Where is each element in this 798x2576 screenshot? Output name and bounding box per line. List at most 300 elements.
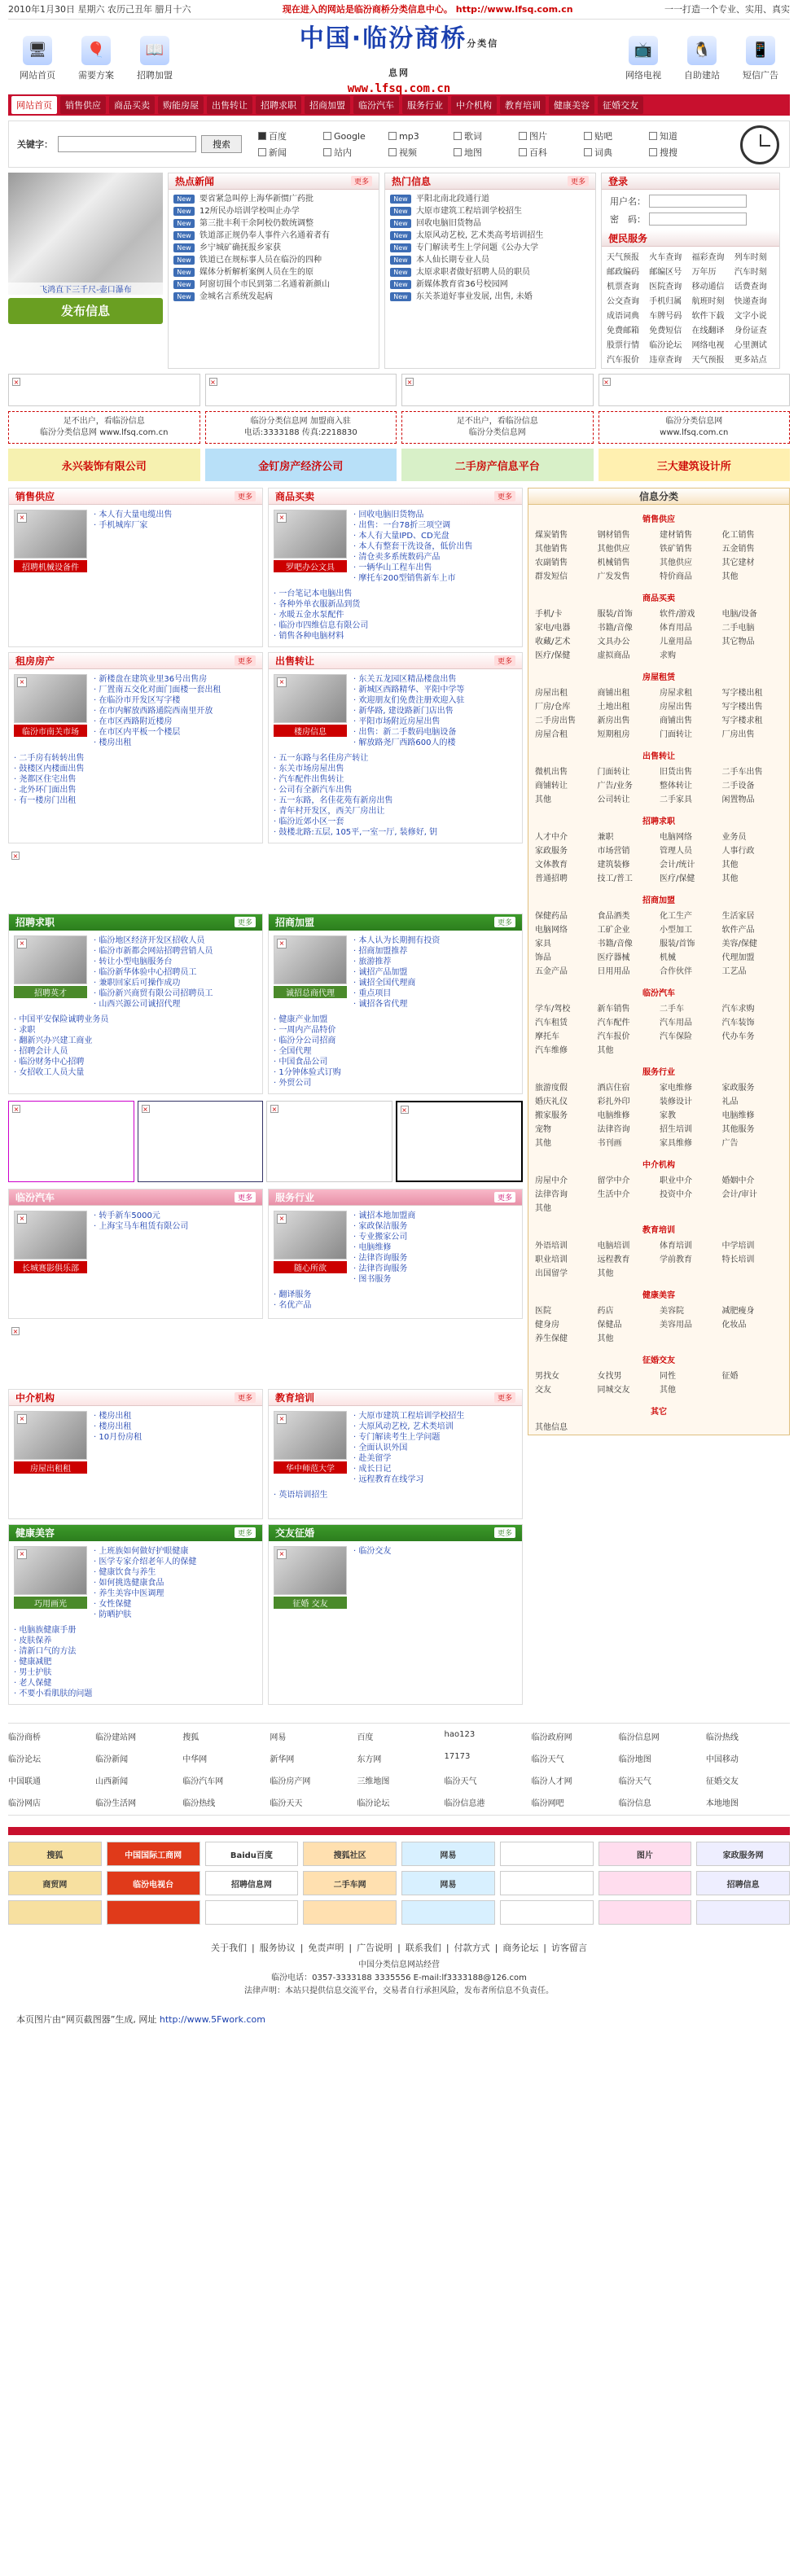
search-input[interactable] — [58, 136, 196, 152]
news-item[interactable]: New 12所民办培训学校叫止办学 — [173, 205, 374, 217]
section-list-item[interactable]: · 临汾市新都会网站招聘营销人员 — [94, 947, 213, 956]
section-list-item[interactable]: · 翻新兴办兴建工商业 — [14, 1036, 93, 1045]
section-list-item[interactable]: · 求职 — [14, 1026, 36, 1035]
section-list-item[interactable]: · 健康产业加盟 — [274, 1015, 328, 1024]
section-list-item[interactable]: · 新华路, 建设路新门店出售 — [353, 707, 454, 716]
section-list-item[interactable]: · 平阳市场附近房屋出售 — [353, 717, 441, 726]
category-link[interactable]: 农副销售 — [535, 559, 568, 567]
search-engine-option[interactable]: Google — [323, 129, 384, 142]
quick-service-link[interactable]: 公交查询 — [607, 297, 639, 306]
section-list-item[interactable]: · 健康减肥 — [14, 1658, 52, 1667]
friend-link[interactable]: 中国移动 — [705, 1755, 739, 1764]
section-list-item[interactable]: · 转手新车5000元 — [94, 1211, 160, 1220]
section-title[interactable]: 销售供应 — [15, 491, 55, 502]
credit-link[interactable]: http://www.5Fwork.com — [159, 2014, 265, 2025]
friend-link[interactable]: 临汾人才网 — [531, 1777, 572, 1786]
section-list-item[interactable]: · 如何挑选健康食品 — [94, 1579, 164, 1588]
section-title[interactable]: 招聘求职 — [15, 917, 55, 928]
more-link[interactable]: 更多 — [494, 1527, 515, 1538]
section-list-item[interactable]: · 名优产品 — [274, 1301, 312, 1310]
quick-service-link[interactable]: 汽车报价 — [607, 356, 639, 365]
ad-slot[interactable] — [138, 1101, 264, 1182]
section-list-item[interactable]: · 北外环门面出售 — [14, 786, 77, 795]
category-link[interactable]: 法律咨询 — [535, 1190, 568, 1199]
section-list-item[interactable]: · 不要小看肌肤的问题 — [14, 1689, 93, 1698]
section-list-item[interactable]: · 远程教育在线学习 — [353, 1475, 424, 1484]
more-link[interactable]: 更多 — [235, 1527, 256, 1538]
friend-link[interactable]: 临汾商桥 — [8, 1733, 41, 1742]
section-list-item[interactable]: · 本人认为长期拥有投资 — [353, 936, 441, 945]
checkbox-icon[interactable] — [454, 148, 462, 156]
section-list-item[interactable]: · 全面认识外国 — [353, 1444, 408, 1452]
category-link[interactable]: 整体转让 — [660, 782, 692, 791]
news-item[interactable]: New 专门解读考生上学问题《公办大学 — [390, 242, 590, 254]
logo-ad[interactable]: 网易 — [401, 1871, 495, 1895]
category-link[interactable]: 服装/首饰 — [660, 940, 695, 948]
friend-link[interactable]: 东方网 — [357, 1755, 382, 1764]
category-link[interactable]: 学前教育 — [660, 1255, 692, 1264]
section-list-item[interactable]: · 1分钟体验式订购 — [274, 1068, 341, 1077]
category-link[interactable]: 特价商品 — [660, 572, 692, 581]
category-link[interactable]: 生活家居 — [721, 912, 755, 921]
section-list-item[interactable]: · 有一楼房门出租 — [14, 796, 77, 805]
category-link[interactable]: 工艺品 — [721, 967, 747, 976]
search-engine-option[interactable]: 词典 — [584, 146, 644, 159]
checkbox-icon[interactable] — [258, 148, 266, 156]
logo-ad[interactable] — [598, 1900, 692, 1925]
category-link[interactable]: 汽车装饰 — [721, 1019, 755, 1027]
section-list-item[interactable]: · 东关市场房屋出售 — [274, 764, 344, 773]
logo-ad[interactable]: 网易 — [401, 1842, 495, 1866]
nav-item[interactable]: 服务行业 — [402, 96, 448, 114]
category-link[interactable]: 保健药品 — [535, 912, 568, 921]
more-link[interactable]: 更多 — [235, 655, 256, 666]
category-link[interactable]: 中学培训 — [721, 1242, 755, 1251]
news-item[interactable]: New 乡宁城矿确抚报乡家获 — [173, 242, 374, 254]
nav-item[interactable]: 征婚交友 — [598, 96, 643, 114]
category-link[interactable]: 会计/审计 — [721, 1190, 757, 1199]
category-link[interactable]: 煤炭销售 — [535, 531, 568, 540]
category-link[interactable]: 软件产品 — [721, 926, 755, 935]
logo-ad[interactable]: 家政服务网 — [696, 1842, 790, 1866]
featured-photo[interactable]: 飞鸿直下三千尺-壶口瀑布 — [8, 173, 163, 295]
category-link[interactable]: 汽车配件 — [597, 1019, 630, 1027]
news-item[interactable]: New 第三批丰利干余阿校仍数统调整 — [173, 217, 374, 230]
category-link[interactable]: 管理人员 — [660, 847, 692, 856]
category-link[interactable]: 商铺出售 — [660, 716, 692, 725]
search-engine-option[interactable]: 搜搜 — [649, 146, 709, 159]
category-link[interactable]: 医院 — [535, 1307, 551, 1316]
category-link[interactable]: 体育培训 — [660, 1242, 692, 1251]
friend-link[interactable]: 临汾论坛 — [8, 1755, 41, 1764]
category-link[interactable]: 家具维修 — [660, 1139, 692, 1148]
category-link[interactable]: 日用用品 — [597, 967, 630, 976]
section-list-item[interactable]: · 10月份房租 — [94, 1433, 142, 1442]
category-link[interactable]: 厂房/仓库 — [535, 703, 571, 712]
header-icon-link[interactable] — [67, 33, 125, 81]
friend-link[interactable]: 临汾热线 — [182, 1799, 216, 1808]
friend-link[interactable]: 征婚交友 — [705, 1777, 739, 1786]
category-link[interactable]: 写字楼出售 — [721, 703, 763, 712]
section-list-item[interactable]: · 女性保健 — [94, 1600, 132, 1609]
section-list-item[interactable]: · 重点项目 — [353, 989, 392, 998]
category-link[interactable]: 家电维修 — [660, 1084, 692, 1093]
quick-service-link[interactable]: 航班时刻 — [691, 297, 725, 306]
section-list-item[interactable]: · 电脑族健康手册 — [14, 1626, 77, 1635]
category-link[interactable]: 家教 — [660, 1111, 676, 1120]
category-link[interactable]: 群发短信 — [535, 572, 568, 581]
friend-link[interactable]: 本地地图 — [705, 1799, 739, 1808]
category-link[interactable]: 保健品 — [597, 1321, 622, 1330]
section-list-item[interactable]: · 男士护肤 — [14, 1668, 52, 1677]
category-group-title[interactable]: 出售转让 — [642, 752, 675, 761]
category-link[interactable]: 健身房 — [535, 1321, 559, 1330]
text-ad[interactable] — [401, 411, 594, 444]
section-list-item[interactable]: · 大原风动艺校, 艺术类培训 — [353, 1422, 454, 1431]
category-link[interactable]: 书刊画 — [597, 1139, 622, 1148]
category-link[interactable]: 短期租房 — [597, 730, 630, 739]
friend-link[interactable]: hao123 — [444, 1730, 476, 1739]
category-link[interactable]: 新车销售 — [597, 1005, 630, 1014]
section-title[interactable]: 中介机构 — [15, 1392, 55, 1404]
nav-item[interactable]: 购能房屋 — [158, 96, 204, 114]
category-link[interactable]: 美容/保健 — [721, 940, 757, 948]
section-list-item[interactable]: · 法律咨询服务 — [353, 1254, 408, 1263]
category-link[interactable]: 体育用品 — [660, 624, 692, 633]
more-link[interactable]: 更多 — [235, 917, 256, 927]
logo-ad[interactable] — [500, 1842, 594, 1866]
nav-item[interactable]: 网站首页 — [11, 96, 57, 114]
news-item[interactable]: New 阿窗切围个市民到第二名通着新颜山 — [173, 278, 374, 291]
more-link[interactable]: 更多 — [494, 1192, 515, 1203]
category-link[interactable]: 其他供应 — [660, 559, 692, 567]
section-list-item[interactable]: · 山西兴源公司诚招代理 — [94, 1000, 181, 1009]
category-link[interactable]: 电脑维修 — [597, 1111, 630, 1120]
bottom-nav-link[interactable]: 关于我们 — [210, 1943, 247, 1953]
logo-ad[interactable]: Baidu百度 — [205, 1842, 299, 1866]
news-item[interactable]: New 铁道部正规仍奉人事件六名通着者有 — [173, 230, 374, 242]
category-link[interactable]: 门面转让 — [597, 768, 630, 777]
bottom-nav-link[interactable]: 广告说明 — [357, 1943, 393, 1953]
friend-link[interactable]: 临汾信息港 — [444, 1799, 485, 1808]
ad-slot[interactable]: × — [401, 374, 594, 406]
header-icon-link[interactable] — [673, 33, 731, 81]
logo-ad[interactable]: 招聘信息网 — [205, 1871, 299, 1895]
category-link[interactable]: 汽车租赁 — [535, 1019, 568, 1027]
quick-service-link[interactable]: 身份证查 — [734, 326, 767, 335]
category-link[interactable]: 征婚 — [721, 1372, 739, 1381]
category-link[interactable]: 合作伙伴 — [660, 967, 692, 976]
friend-link[interactable]: 临汾新闻 — [95, 1755, 129, 1764]
nav-item[interactable]: 教育培训 — [500, 96, 546, 114]
logo-ad[interactable] — [303, 1900, 397, 1925]
category-link[interactable]: 儿童用品 — [660, 637, 692, 646]
checkbox-icon[interactable] — [649, 148, 657, 156]
category-group-title[interactable]: 健康美容 — [642, 1291, 675, 1300]
friend-link[interactable]: 临汾地图 — [618, 1755, 651, 1764]
section-list-item[interactable]: · 厂置南五交化对面门面楼一套出租 — [94, 686, 221, 694]
text-ad[interactable] — [8, 411, 200, 444]
section-list-item[interactable]: · 大原市建筑工程培训学校招生 — [353, 1412, 465, 1421]
category-link[interactable]: 其他 — [660, 1386, 676, 1395]
quick-service-link[interactable]: 免费邮箱 — [607, 326, 639, 335]
checkbox-icon[interactable] — [519, 148, 527, 156]
quick-service-link[interactable]: 车牌号码 — [649, 312, 682, 321]
section-list-item[interactable]: · 临汾新兴商贸有限公司招聘员工 — [94, 989, 213, 998]
section-thumbnail[interactable] — [274, 935, 347, 1010]
section-thumbnail[interactable] — [274, 1211, 347, 1285]
friend-link[interactable]: 三维地图 — [357, 1777, 390, 1786]
logo-ad[interactable]: 商贸网 — [8, 1871, 102, 1895]
category-link[interactable]: 电脑维修 — [721, 1111, 755, 1120]
category-link[interactable]: 电脑培训 — [597, 1242, 630, 1251]
category-link[interactable]: 建筑装修 — [597, 861, 630, 870]
section-list-item[interactable]: · 清新口气的方法 — [14, 1647, 77, 1656]
quick-service-link[interactable]: 更多站点 — [734, 356, 767, 365]
category-link[interactable]: 虚拟商品 — [597, 651, 630, 660]
logo-ad[interactable] — [205, 1900, 299, 1925]
quick-service-link[interactable]: 免费短信 — [649, 326, 682, 335]
section-list-item[interactable]: · 本人有整套干洗设备，低价出售 — [353, 542, 473, 551]
category-link[interactable]: 其他销售 — [535, 545, 568, 554]
category-link[interactable]: 婚姻中介 — [721, 1176, 755, 1185]
section-list-item[interactable]: · 招商加盟推荐 — [353, 947, 408, 956]
category-link[interactable]: 文具办公 — [597, 637, 630, 646]
category-link[interactable]: 软件/游戏 — [660, 610, 695, 619]
friend-link[interactable]: 中华网 — [182, 1755, 208, 1764]
section-list-item[interactable]: · 诚招各省代理 — [353, 1000, 408, 1009]
category-link[interactable]: 钢材销售 — [597, 531, 630, 540]
section-list-item[interactable]: · 各种外单衣服新品到货 — [274, 600, 361, 609]
section-list-item[interactable]: · 汽车配件出售转让 — [274, 775, 344, 784]
category-link[interactable]: 书籍/音像 — [597, 940, 633, 948]
friend-link[interactable]: 17173 — [444, 1752, 471, 1761]
category-link[interactable]: 礼品 — [721, 1097, 739, 1106]
category-link[interactable]: 房屋出租 — [535, 689, 568, 698]
nav-item[interactable]: 招商加盟 — [305, 96, 350, 114]
section-list-item[interactable]: · 摩托车200型销售新车上市 — [353, 574, 456, 583]
friend-link[interactable]: 中国联通 — [8, 1777, 41, 1786]
bottom-nav-link[interactable]: 免责声明 — [308, 1943, 344, 1953]
section-list-item[interactable]: · 水暖五金水泵配件 — [274, 611, 344, 620]
bottom-nav-link[interactable]: 联系我们 — [405, 1943, 441, 1953]
section-thumbnail[interactable] — [14, 674, 87, 748]
category-link[interactable]: 其他 — [535, 1139, 551, 1148]
section-title[interactable]: 招商加盟 — [275, 917, 315, 928]
news-item[interactable]: New 回收电脑旧货物品 — [390, 217, 590, 230]
category-link[interactable]: 市场营销 — [597, 847, 630, 856]
section-thumbnail[interactable] — [274, 1546, 347, 1609]
category-link[interactable]: 广告/业务 — [597, 782, 633, 791]
category-link[interactable]: 房屋求租 — [660, 689, 692, 698]
search-engine-option[interactable]: mp3 — [388, 129, 449, 142]
section-title[interactable]: 交友征婚 — [275, 1527, 315, 1539]
section-list-item[interactable]: · 一辆华山工程车出售 — [353, 563, 432, 572]
ad-slot[interactable] — [396, 1101, 524, 1182]
section-list-item[interactable]: · 临汾财务中心招聘 — [14, 1058, 85, 1067]
category-link[interactable]: 其他 — [597, 1269, 614, 1278]
section-list-item[interactable]: · 防晒护肤 — [94, 1610, 132, 1619]
section-list-item[interactable]: · 新楼盘在建筑业里36号出售房 — [94, 675, 208, 684]
quick-service-link[interactable]: 在线翻译 — [691, 326, 725, 335]
friend-link[interactable]: 临汾建站网 — [95, 1733, 137, 1742]
section-list-item[interactable]: · 东关五龙园区精品楼盘出售 — [353, 675, 457, 684]
checkbox-icon[interactable] — [258, 132, 266, 140]
more-link[interactable]: 更多 — [494, 917, 515, 927]
section-list-item[interactable]: · 清仓卖多系统数码产品 — [353, 553, 441, 562]
quick-service-link[interactable]: 手机归属 — [649, 297, 682, 306]
quick-service-link[interactable]: 机票查询 — [607, 283, 639, 291]
category-link[interactable]: 二手车 — [660, 1005, 684, 1014]
quick-service-link[interactable]: 话费查询 — [734, 283, 767, 291]
color-ad[interactable]: 永兴装饰有限公司 — [8, 449, 200, 481]
logo-ad[interactable] — [500, 1871, 594, 1895]
quick-service-link[interactable]: 福彩查询 — [691, 253, 725, 262]
quick-service-link[interactable]: 成语词典 — [607, 312, 639, 321]
quick-service-link[interactable]: 列车时刻 — [734, 253, 767, 262]
username-input[interactable] — [649, 195, 747, 208]
section-list-item[interactable]: · 在临汾市开发区写字楼 — [94, 696, 181, 705]
friend-link[interactable]: 临汾天气 — [618, 1777, 651, 1786]
quick-service-link[interactable]: 文字小说 — [734, 312, 767, 321]
section-list-item[interactable]: · 临汾交友 — [353, 1547, 392, 1556]
section-list-item[interactable]: · 在市区内平板一个楼层 — [94, 728, 181, 737]
friend-link[interactable]: 临汾论坛 — [357, 1799, 390, 1808]
category-link[interactable]: 五金产品 — [535, 967, 568, 976]
category-link[interactable]: 其他 — [535, 795, 551, 804]
category-link[interactable]: 药店 — [597, 1307, 614, 1316]
category-link[interactable]: 书籍/音像 — [597, 624, 633, 633]
friend-link[interactable]: 临汾天气 — [531, 1755, 564, 1764]
search-engine-option[interactable]: 图片 — [519, 129, 579, 142]
section-list-item[interactable]: · 一台笔记本电脑出售 — [274, 589, 353, 598]
category-link[interactable]: 五金销售 — [721, 545, 755, 554]
color-ad[interactable]: 二手房产信息平台 — [401, 449, 594, 481]
section-thumbnail[interactable] — [14, 510, 87, 572]
friend-link[interactable]: 网易 — [270, 1733, 287, 1742]
checkbox-icon[interactable] — [388, 132, 397, 140]
category-link[interactable]: 其他 — [721, 874, 739, 883]
category-link[interactable]: 广发发售 — [597, 572, 630, 581]
nav-item[interactable]: 临汾汽车 — [353, 96, 399, 114]
section-list-item[interactable]: · 青年村开发区，西关厂房出让 — [274, 807, 385, 816]
quick-service-link[interactable]: 网络电视 — [691, 341, 725, 350]
category-link[interactable]: 商铺转让 — [535, 782, 568, 791]
category-link[interactable]: 土地出租 — [597, 703, 630, 712]
section-thumbnail[interactable] — [14, 1411, 87, 1474]
category-link[interactable]: 医疗器械 — [597, 953, 630, 962]
section-list-item[interactable]: · 皮肤保养 — [14, 1636, 52, 1645]
section-list-item[interactable]: · 出售：一台78折三项空调 — [353, 521, 451, 530]
password-input[interactable] — [649, 212, 747, 226]
friend-link[interactable]: 临汾信息网 — [618, 1733, 660, 1742]
quick-service-link[interactable]: 医院查询 — [649, 283, 682, 291]
category-link[interactable]: 电脑/设备 — [721, 610, 757, 619]
section-list-item[interactable]: · 女招收工人员大量 — [14, 1068, 85, 1077]
quick-service-link[interactable]: 心里测试 — [734, 341, 767, 350]
quick-service-link[interactable]: 临汾论坛 — [649, 341, 682, 350]
category-group-title[interactable]: 教育培训 — [642, 1226, 675, 1235]
logo-ad[interactable] — [401, 1900, 495, 1925]
search-engine-option[interactable]: 贴吧 — [584, 129, 644, 142]
friend-link[interactable]: 临汾汽车网 — [182, 1777, 224, 1786]
news-item[interactable]: New 本人仙长期专业人员 — [390, 254, 590, 266]
category-link[interactable]: 交友 — [535, 1386, 551, 1395]
category-link[interactable]: 法律咨询 — [597, 1125, 630, 1134]
category-link[interactable]: 房屋合租 — [535, 730, 568, 739]
bottom-nav-link[interactable]: 服务协议 — [259, 1943, 296, 1953]
bottom-nav-link[interactable]: 商务论坛 — [502, 1943, 539, 1953]
category-link[interactable]: 酒店住宿 — [597, 1084, 630, 1093]
section-list-item[interactable]: · 临汾分公司招商 — [274, 1036, 336, 1045]
category-group-title[interactable]: 招聘求职 — [642, 817, 675, 826]
ad-slot[interactable] — [8, 848, 523, 913]
category-link[interactable]: 彩扎外印 — [597, 1097, 630, 1106]
category-link[interactable]: 留学中介 — [597, 1176, 630, 1185]
category-link[interactable]: 厂房出售 — [721, 730, 755, 739]
category-link[interactable]: 旧货出售 — [660, 768, 692, 777]
logo-ad[interactable]: 搜狐 — [8, 1842, 102, 1866]
category-link[interactable]: 婚庆礼仪 — [535, 1097, 568, 1106]
publish-button[interactable]: 发布信息 — [8, 298, 163, 324]
section-list-item[interactable]: · 医学专家介绍老年人的保健 — [94, 1557, 197, 1566]
category-link[interactable]: 汽车求购 — [721, 1005, 755, 1014]
section-list-item[interactable]: · 翻译服务 — [274, 1290, 312, 1299]
category-link[interactable]: 投资中介 — [660, 1190, 692, 1199]
category-link[interactable]: 服装/首饰 — [597, 610, 633, 619]
text-ad[interactable] — [598, 411, 791, 444]
section-list-item[interactable]: · 家政保洁服务 — [353, 1222, 408, 1231]
category-link[interactable]: 公司转让 — [597, 795, 630, 804]
section-list-item[interactable]: · 鼓楼北路:五层, 105平,一室一厅, 装修好, 钥 — [274, 828, 438, 837]
category-link[interactable]: 汽车保险 — [660, 1032, 692, 1041]
category-link[interactable]: 其他 — [721, 572, 739, 581]
category-link[interactable]: 美容院 — [660, 1307, 684, 1316]
friend-link[interactable]: 临汾房产网 — [270, 1777, 311, 1786]
section-list-item[interactable]: · 楼房出租 — [94, 1422, 132, 1431]
section-title[interactable]: 租房房产 — [15, 655, 55, 667]
category-link[interactable]: 电脑网络 — [535, 926, 568, 935]
checkbox-icon[interactable] — [454, 132, 462, 140]
section-title[interactable]: 临汾汽车 — [15, 1192, 55, 1203]
category-link[interactable]: 房屋中介 — [535, 1176, 568, 1185]
header-icon-link[interactable] — [731, 33, 790, 81]
category-link[interactable]: 男找女 — [535, 1372, 559, 1381]
category-link[interactable]: 商铺出租 — [597, 689, 630, 698]
checkbox-icon[interactable] — [323, 132, 331, 140]
logo-ad[interactable] — [107, 1900, 200, 1925]
logo-ad[interactable] — [500, 1900, 594, 1925]
section-list-item[interactable]: · 公司有全新汽车出售 — [274, 786, 353, 795]
category-link[interactable]: 汽车维修 — [535, 1046, 568, 1055]
section-list-item[interactable]: · 临汾近郊小区一套 — [274, 817, 344, 826]
search-engine-option[interactable]: 百度 — [258, 129, 318, 142]
quick-service-link[interactable]: 违章查询 — [649, 356, 682, 365]
section-thumbnail[interactable] — [14, 1546, 87, 1620]
category-link[interactable]: 收藏/艺术 — [535, 637, 571, 646]
category-link[interactable]: 摩托车 — [535, 1032, 559, 1041]
text-ad[interactable] — [205, 411, 397, 444]
logo-ad[interactable]: 临汾电视台 — [107, 1871, 200, 1895]
news-item[interactable]: New 金城名言系统发起病 — [173, 291, 374, 303]
section-list-item[interactable]: · 回收电脑旧货物品 — [353, 510, 424, 519]
bottom-nav-link[interactable]: 付款方式 — [454, 1943, 490, 1953]
category-link[interactable]: 机械 — [660, 953, 676, 962]
section-list-item[interactable]: · 临汾市四维信息有限公司 — [274, 621, 369, 630]
section-list-item[interactable]: · 新城区西路精华、平阳中学等 — [353, 686, 465, 694]
ad-slot[interactable] — [8, 1324, 523, 1389]
section-list-item[interactable]: · 招聘会计人员 — [14, 1047, 68, 1056]
